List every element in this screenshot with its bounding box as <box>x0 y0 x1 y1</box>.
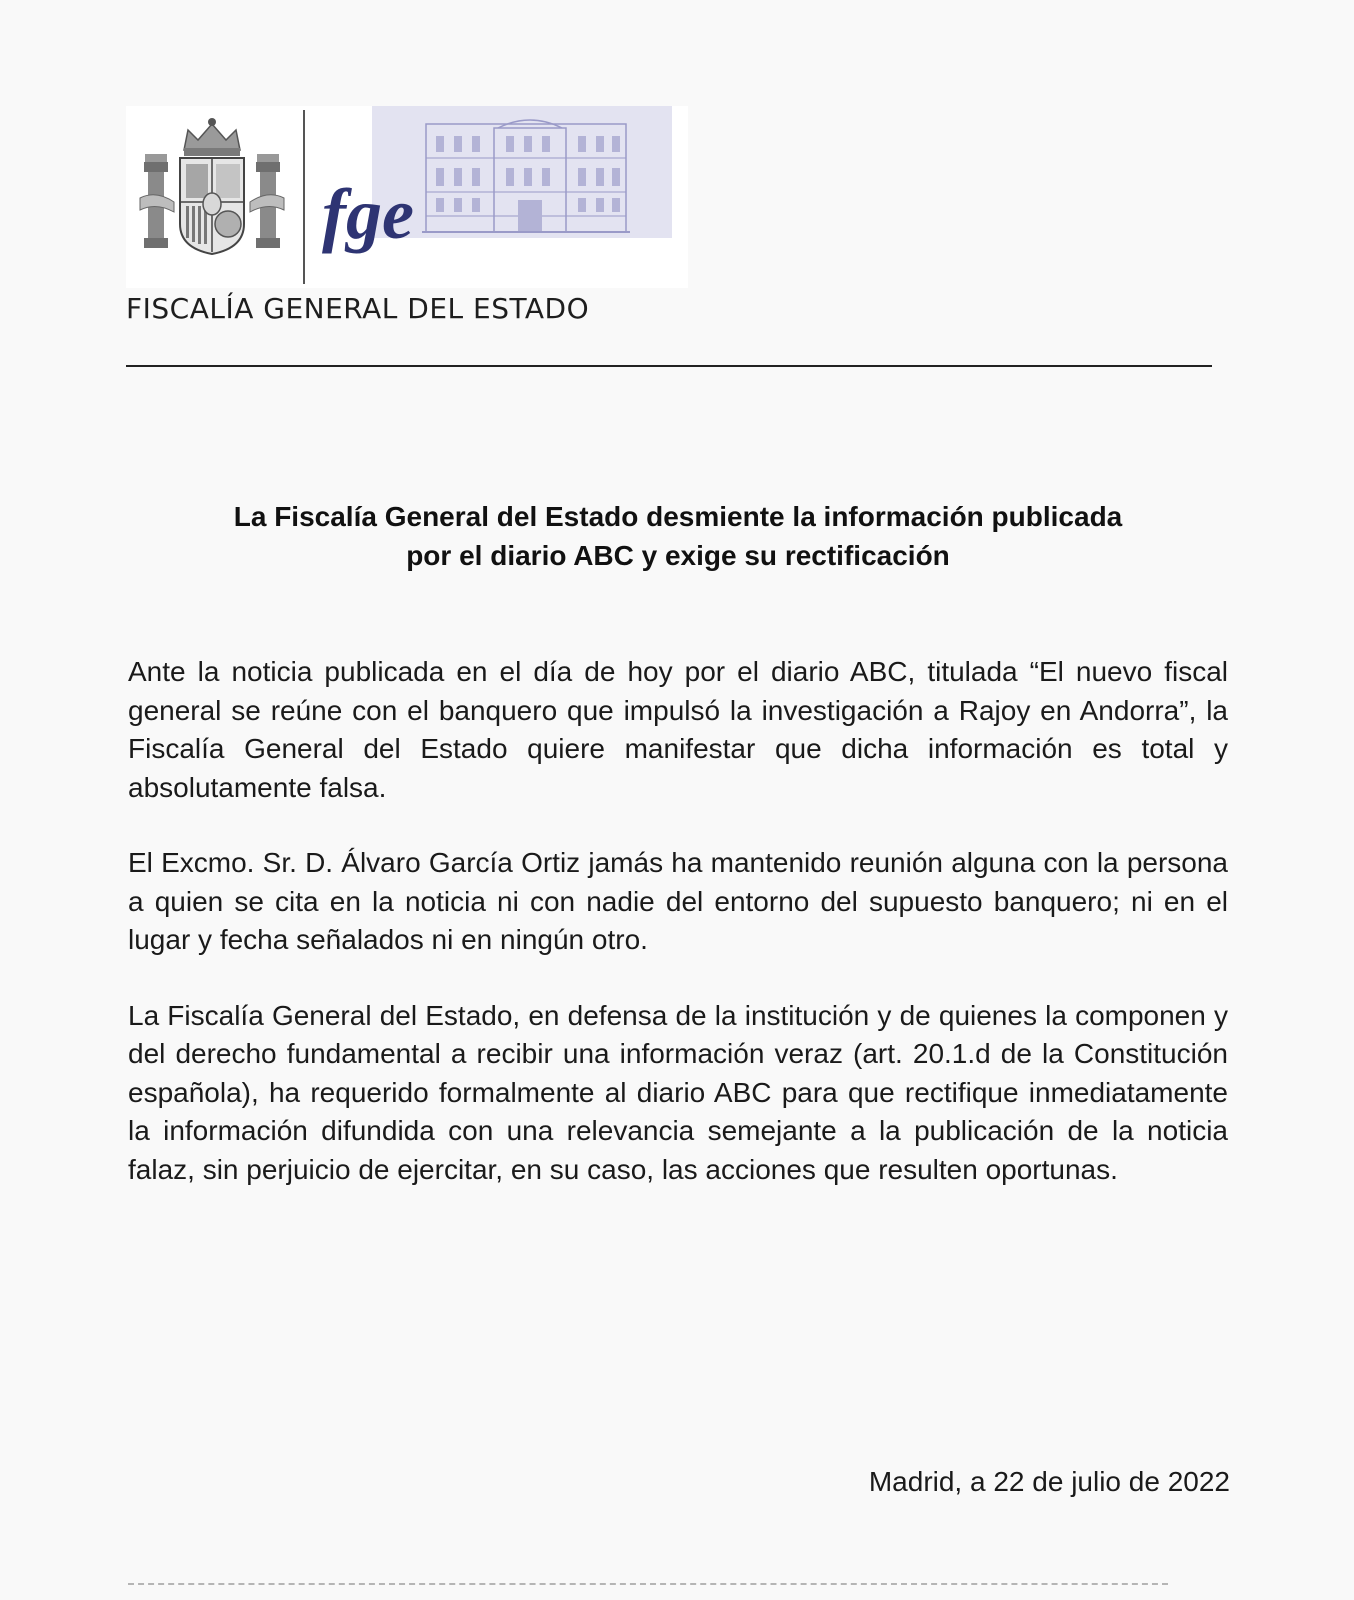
coat-of-arms-icon <box>140 118 284 254</box>
building-illustration-icon <box>372 106 672 238</box>
place-and-date: Madrid, a 22 de julio de 2022 <box>868 1466 1230 1497</box>
press-release-title <box>126 497 1230 575</box>
letterhead-logo <box>126 106 688 288</box>
header-divider <box>126 365 1212 367</box>
body-paragraph-2: El Excmo. Sr. D. Álvaro García Ortiz jamás ha mantenido reunión alguna con la persona a quien se cita en la noticia ni con nadie del entorno del supuesto banquero; ni en el lugar y fecha señalados ni en ningún otro. <box>128 847 1228 955</box>
footer-divider <box>128 1583 1168 1585</box>
organization-name: FISCALÍA GENERAL DEL ESTADO <box>126 292 590 325</box>
body-paragraph-3: La Fiscalía General del Estado, en defensa de la institución y de quienes la componen y del derecho fundamental a recibir una información veraz (art. 20.1.d de la Constitución española), ha requerido formalmente al diario ABC para que rectifique inmediatamente la información difundida con una relevancia semejante a la publicación de la noticia falaz, sin perjuicio de ejercitar, en su caso, las acciones que resulten oportunas. <box>128 999 1228 1185</box>
title-line-2: por el diario ABC y exige su rectificación <box>406 540 950 571</box>
title-line-1: La Fiscalía General del Estado desmiente la información publicada <box>233 501 1123 532</box>
logo-monogram: fge <box>322 174 414 254</box>
body-paragraph-1: Ante la noticia publicada en el día de hoy por el diario ABC, titulada “El nuevo fiscal general se reúne con el banquero que impulsó la investigación a Rajoy en Andorra”, la Fiscalía General del Estado quiere manifestar que dicha información es total y absolutamente falsa. <box>128 656 1228 803</box>
press-release-body <box>128 653 1228 1189</box>
fge-logo-graphic <box>126 106 688 288</box>
